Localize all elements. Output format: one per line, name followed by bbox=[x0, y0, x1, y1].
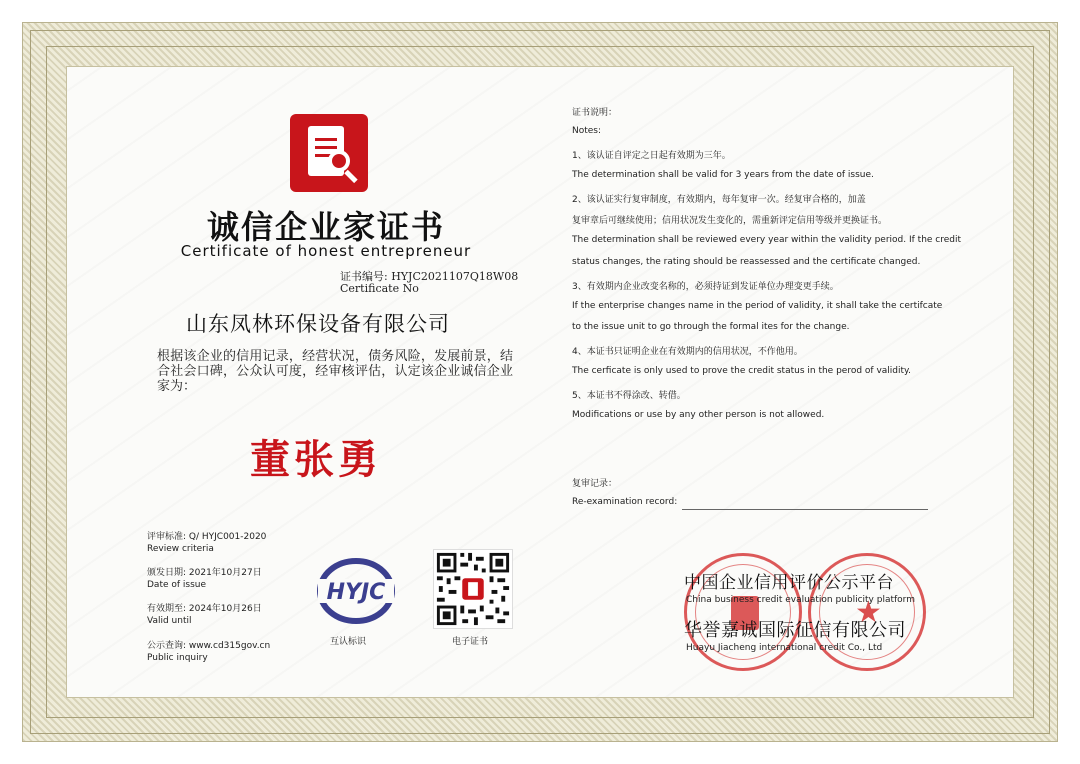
note-2-cn-a: 2、该认证实行复审制度，有效期内，每年复审一次。经复审合格的，加盖 bbox=[572, 195, 866, 205]
note-5-en: Modifications or use by any other person is not allowed. bbox=[572, 410, 825, 420]
awardee-name: 董张勇 bbox=[250, 436, 382, 483]
review-criteria-en: Review criteria bbox=[147, 544, 214, 554]
review-record-line bbox=[682, 509, 928, 510]
certificate-title-en: Certificate of honest entrepreneur bbox=[180, 242, 472, 260]
valid-until bbox=[147, 603, 262, 627]
note-4-cn: 4、本证书只证明企业在有效期内的信用状况，不作他用。 bbox=[572, 347, 803, 357]
note-3-en-b: to the issue unit to go through the formal ites for the change. bbox=[572, 322, 850, 332]
issuer-company-en: Huayu Jiacheng international credit Co., Ltd bbox=[686, 643, 883, 653]
public-inquiry bbox=[147, 640, 270, 664]
review-criteria-cn: 评审标准: Q/ HYJC001-2020 bbox=[147, 532, 267, 542]
public-inquiry-cn: 公示查询: www.cd315gov.cn bbox=[147, 641, 271, 651]
note-5-cn: 5、本证书不得涂改、转借。 bbox=[572, 391, 686, 401]
issuer-platform-cn: 中国企业信用评价公示平台 bbox=[684, 573, 894, 593]
date-of-issue bbox=[147, 567, 262, 591]
hyjc-label: 互认标识 bbox=[330, 637, 367, 647]
company-name: 山东凤林环保设备有限公司 bbox=[186, 312, 450, 336]
hyjc-logo-icon bbox=[316, 557, 396, 625]
notes-heading-cn: 证书说明： bbox=[572, 108, 618, 118]
note-3-cn: 3、有效期内企业改变名称的，必须持证到发证单位办理变更手续。 bbox=[572, 282, 839, 292]
note-3-en-a: If the enterprise changes name in the period of validity, it shall take the certifcate bbox=[572, 301, 943, 311]
note-2-en-a: The determination shall be reviewed every year within the validity period. If the credit bbox=[572, 235, 962, 245]
certificate-title-cn: 诚信企业家证书 bbox=[206, 208, 445, 246]
seal-star-icon: ★ bbox=[855, 595, 882, 630]
note-1-cn: 1、该认证自评定之日起有效期为三年。 bbox=[572, 151, 731, 161]
note-4-en: The cerficate is only used to prove the credit status in the perod of validity. bbox=[572, 366, 911, 376]
note-2-en-b: status changes, the rating should be reassessed and the certificate changed. bbox=[572, 257, 921, 267]
date-of-issue-en: Date of issue bbox=[147, 580, 207, 590]
date-of-issue-cn: 颁发日期: 2021年10月27日 bbox=[147, 568, 262, 578]
issuer-platform-en: China business credit evaluation publicity platform bbox=[686, 595, 915, 605]
issuer-company-cn: 华誉嘉诚国际征信有限公司 bbox=[684, 620, 906, 641]
notes-heading-en: Notes: bbox=[572, 126, 602, 136]
certificate-number-label-en: Certificate No bbox=[340, 282, 419, 295]
valid-until-cn: 有效期至: 2024年10月26日 bbox=[147, 604, 262, 614]
note-1-en: The determination shall be valid for 3 years from the date of issue. bbox=[572, 170, 874, 180]
certificate-number: 证书编号: HYJC2021107Q18W08 bbox=[340, 270, 519, 283]
review-record-en: Re-examination record: bbox=[572, 497, 678, 507]
qr-code-icon[interactable] bbox=[433, 549, 513, 629]
credit-emblem-icon bbox=[290, 114, 368, 192]
review-record-cn: 复审记录： bbox=[572, 479, 618, 489]
valid-until-en: Valid until bbox=[147, 616, 192, 626]
review-criteria bbox=[147, 531, 266, 555]
public-inquiry-en: Public inquiry bbox=[147, 653, 208, 663]
note-2-cn-b: 复审章后可继续使用；信用状况发生变化的，需重新评定信用等级并更换证书。 bbox=[572, 216, 888, 226]
hyjc-logo-text: HYJC bbox=[326, 580, 386, 605]
certificate-body-text: 根据该企业的信用记录，经营状况，债务风险，发展前景，结合社会口碑，公众认可度，经审核评估，认定该企业诚信企业家为： bbox=[157, 349, 513, 394]
e-certificate-label: 电子证书 bbox=[452, 637, 489, 647]
